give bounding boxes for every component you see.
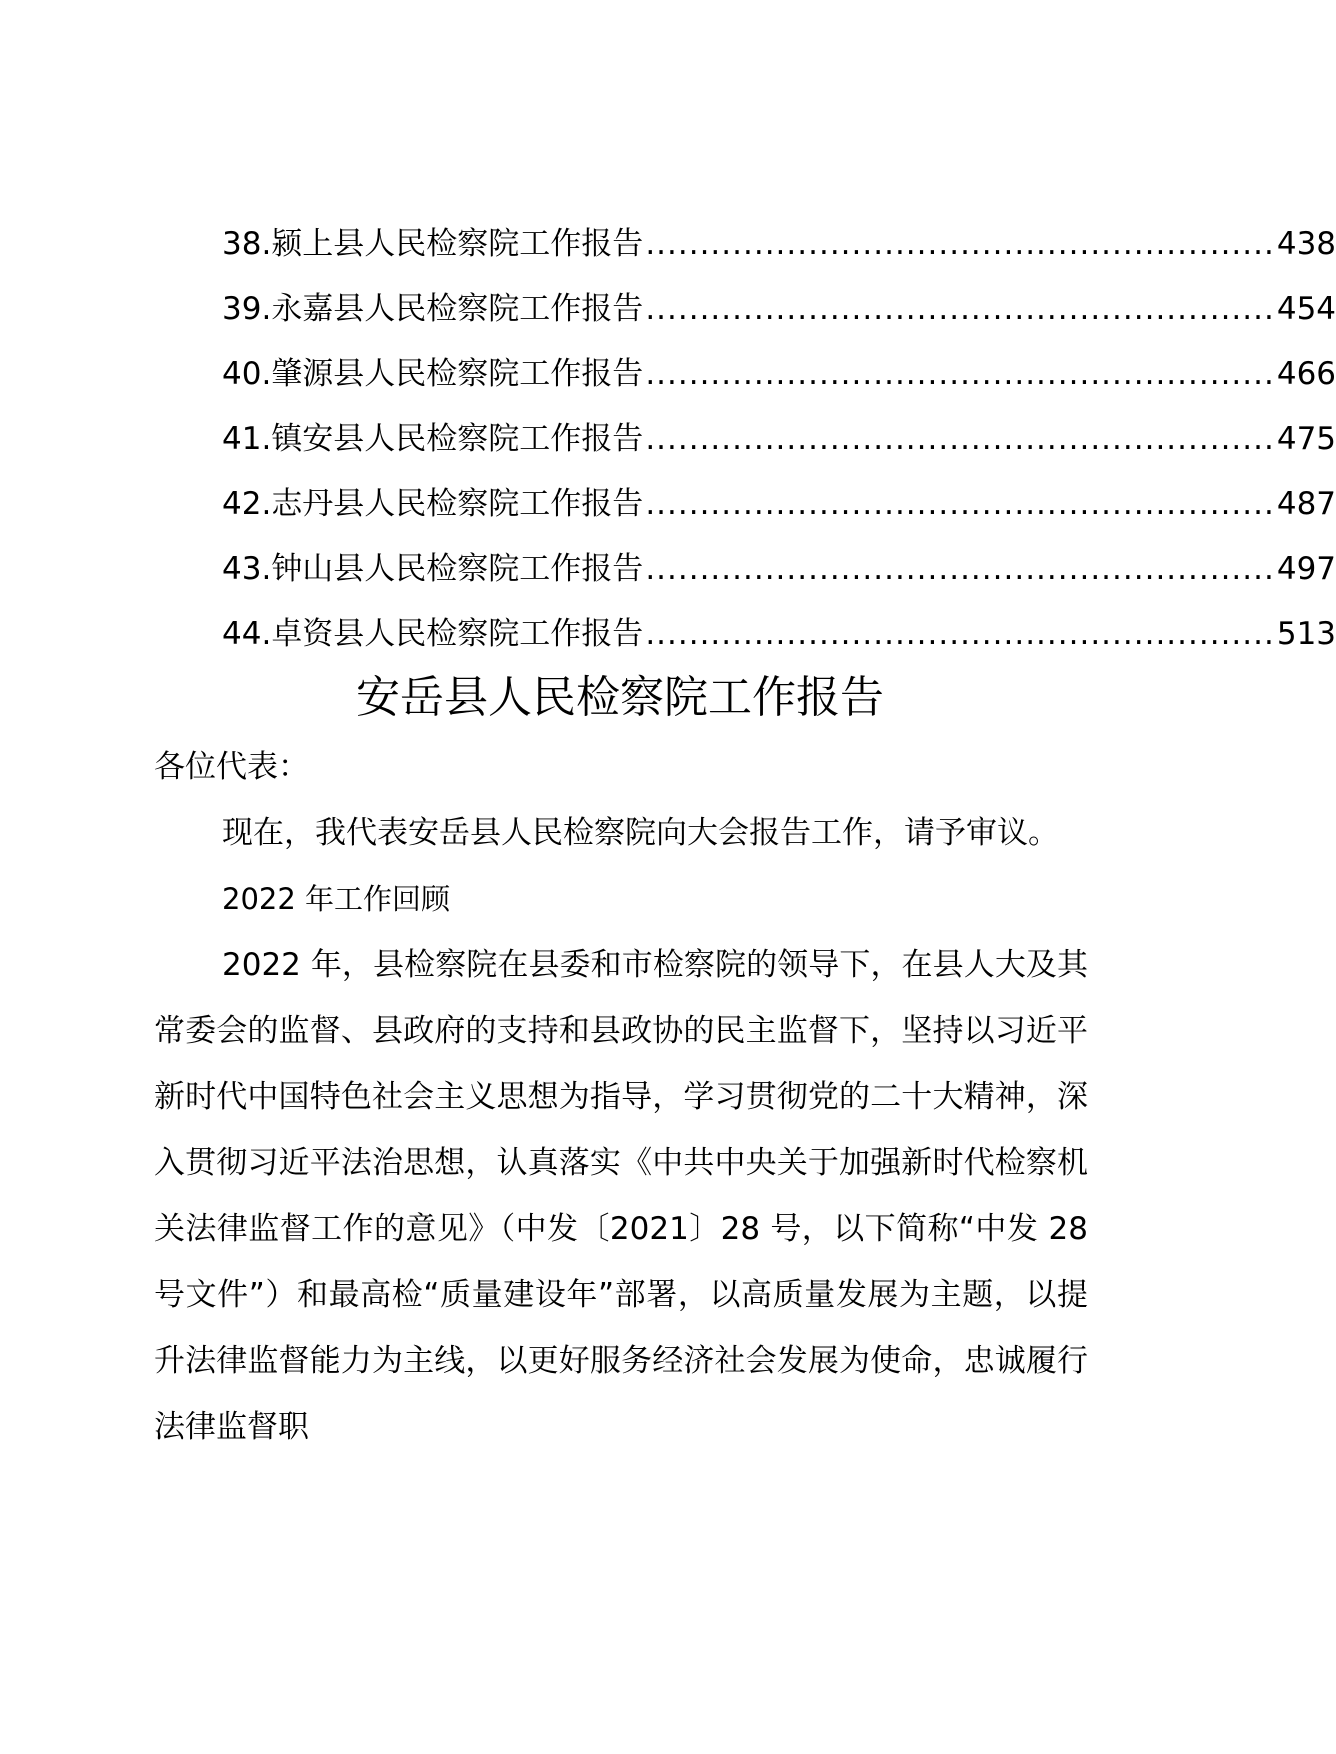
body-paragraph: 2022 年，县检察院在县委和市检察院的领导下，在县人大及其常委会的监督、县政府的支持和县政协的民主监督下，坚持以习近平新时代中国特色社会主义思想为指导，学习贯彻党的二十大精神，深入贯彻习近平法治思想，认真落实《中共中央关于加强新时代检察机关法律监督工作的意见》（中发〔2021〕28 号，以下简称“中发 28 号文件”）和最高检“质量建设年”部署，以高质量发展为主题，以提升法律监督能力为主线，以更好服务经济社会发展为使命，忠诚履行法律监督职 — [154, 947, 1088, 1445]
toc-entry-title: 卓资县人民检察院工作报告 — [271, 616, 644, 652]
toc-entry[interactable] — [222, 543, 1336, 608]
toc-leader-dots: .......................................................... — [645, 226, 1275, 262]
toc-entry-page: 487 — [1276, 486, 1336, 522]
toc-leader-dots: .......................................................... — [645, 486, 1275, 522]
toc-entry-number: 40. — [222, 356, 272, 392]
toc-entry-title: 镇安县人民检察院工作报告 — [271, 421, 644, 457]
document-title: 安岳县人民检察院工作报告 — [356, 672, 884, 723]
toc-leader-dots: .......................................................... — [645, 291, 1275, 327]
toc-entry-title: 永嘉县人民检察院工作报告 — [271, 291, 644, 327]
intro-paragraph: 现在，我代表安岳县人民检察院向大会报告工作，请予审议。 — [222, 815, 1059, 851]
toc-entry-title: 颍上县人民检察院工作报告 — [271, 226, 644, 262]
toc-entry-number: 42. — [222, 486, 272, 522]
toc-entry-page: 466 — [1276, 356, 1336, 392]
toc-entry[interactable] — [222, 478, 1336, 543]
toc-entry[interactable] — [222, 608, 1336, 673]
toc-leader-dots: .......................................................... — [645, 551, 1275, 587]
toc-entry-page: 475 — [1276, 421, 1336, 457]
toc-entry-page: 438 — [1276, 226, 1336, 262]
toc-entry-number: 43. — [222, 551, 272, 587]
toc-entry[interactable] — [222, 413, 1336, 478]
toc-entry-page: 513 — [1276, 616, 1336, 652]
toc-entry-title: 肇源县人民检察院工作报告 — [271, 356, 644, 392]
toc-entry-page: 497 — [1276, 551, 1336, 587]
toc-entry-title: 钟山县人民检察院工作报告 — [271, 551, 644, 587]
toc-entry-number: 44. — [222, 616, 272, 652]
toc-entry-title: 志丹县人民检察院工作报告 — [271, 486, 644, 522]
toc-entry-number: 39. — [222, 291, 272, 327]
toc-entry-number: 41. — [222, 421, 272, 457]
toc-leader-dots: .......................................................... — [645, 616, 1275, 652]
document-body — [154, 734, 1088, 1460]
toc-entry-number: 38. — [222, 226, 272, 262]
toc-leader-dots: .......................................................... — [645, 421, 1275, 457]
toc-entry[interactable] — [222, 348, 1336, 413]
table-of-contents — [222, 218, 1336, 673]
toc-entry-page: 454 — [1276, 291, 1336, 327]
toc-entry[interactable] — [222, 218, 1336, 283]
section-heading: 2022 年工作回顾 — [222, 882, 451, 916]
toc-leader-dots: .......................................................... — [645, 356, 1275, 392]
salutation: 各位代表： — [154, 749, 309, 785]
toc-entry[interactable] — [222, 283, 1336, 348]
